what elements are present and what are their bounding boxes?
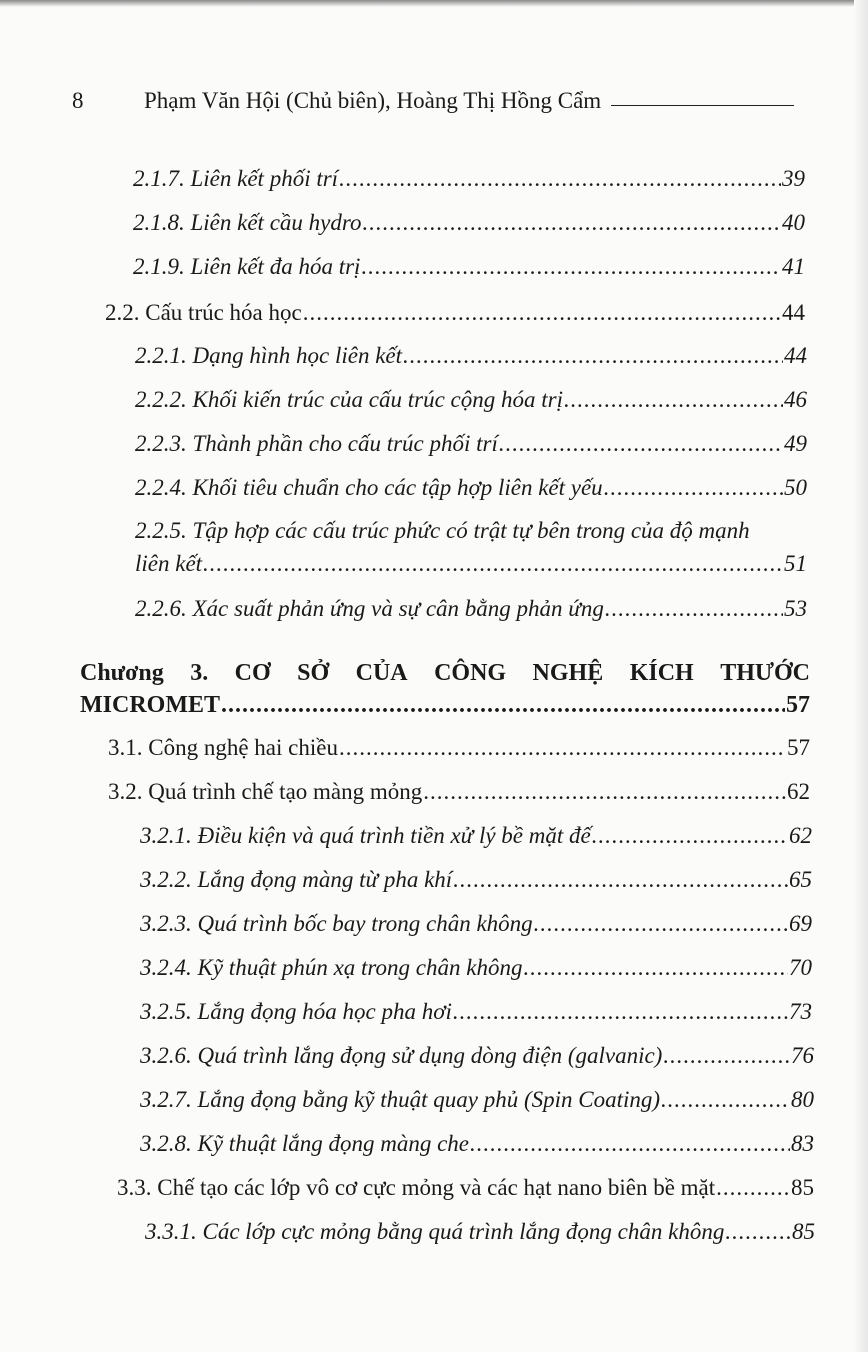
toc-entry-3-2-8: 3.2.8. Kỹ thuật lắng đọng màng che ..... 83 [140,1131,814,1157]
toc-entry-3-2: 3.2. Quá trình chế tạo màng mỏng ..... 62 [108,779,810,805]
toc-entry-3-3-1: 3.3.1. Các lớp cực mỏng bằng quá trình lắng đọng chân không ..... 85 [145,1219,815,1245]
toc-entry-3-2-5: 3.2.5. Lắng đọng hóa học pha hơi ..... 73 [140,999,812,1025]
header-rule [611,105,794,106]
header-authors: Phạm Văn Hội (Chủ biên), Hoàng Thị Hồng Cẩm [144,88,602,113]
chapter-3-title-line2: MICROMET ..... 57 [80,692,810,719]
page-top-edge [0,0,868,7]
toc-entry-3-3: 3.3. Chế tạo các lớp vô cơ cực mỏng và các hạt nano biên bề mặt ..... 85 [117,1175,814,1201]
toc-entry-3-2-1: 3.2.1. Điều kiện và quá trình tiền xử lý bề mặt đế ..... 62 [140,823,812,849]
toc-entry-2-2-3: 2.2.3. Thành phần cho cấu trúc phối trí ..... 49 [135,431,807,457]
toc-entry-2-2: 2.2. Cấu trúc hóa học ..... 44 [105,300,805,326]
page-right-edge [854,0,868,1352]
page-number: 8 [72,88,84,113]
toc-entry-2-2-1: 2.2.1. Dạng hình học liên kết ..... 44 [135,343,807,369]
toc-entry-2-1-7: 2.1.7. Liên kết phối trí ..... 39 [133,166,805,192]
chapter-3-title-line1: Chương 3. CƠ SỞ CỦA CÔNG NGHỆ KÍCH THƯỚC [80,660,810,686]
toc-entry-2-2-5-line2: liên kết ..... 51 [135,551,807,577]
toc-entry-2-2-5-line1: 2.2.5. Tập hợp các cấu trúc phức có trật tự bên trong của độ mạnh [135,518,750,543]
toc-entry-3-2-4: 3.2.4. Kỹ thuật phún xạ trong chân không ..... 70 [140,955,812,981]
toc-entry-2-2-6: 2.2.6. Xác suất phản ứng và sự cân bằng phản ứng ..... 53 [135,596,807,622]
toc-entry-3-2-3: 3.2.3. Quá trình bốc bay trong chân không ..... 69 [140,911,812,937]
toc-entry-3-2-2: 3.2.2. Lắng đọng màng từ pha khí ..... 65 [140,867,812,893]
toc-entry-2-2-4: 2.2.4. Khối tiêu chuẩn cho các tập hợp liên kết yếu ..... 50 [135,475,807,501]
toc-entry-3-2-6: 3.2.6. Quá trình lắng đọng sử dụng dòng điện (galvanic) ..... 76 [140,1043,814,1069]
toc-entry-3-2-7: 3.2.7. Lắng đọng bằng kỹ thuật quay phủ (Spin Coating) ..... 80 [140,1087,814,1113]
toc-entry-2-1-8: 2.1.8. Liên kết cầu hydro ..... 40 [133,210,805,236]
toc-entry-3-1: 3.1. Công nghệ hai chiều ..... 57 [108,735,810,761]
toc-entry-2-1-9: 2.1.9. Liên kết đa hóa trị ..... 41 [133,254,805,280]
toc-entry-2-2-2: 2.2.2. Khối kiến trúc của cấu trúc cộng hóa trị ..... 46 [135,387,807,413]
running-header [72,78,794,114]
